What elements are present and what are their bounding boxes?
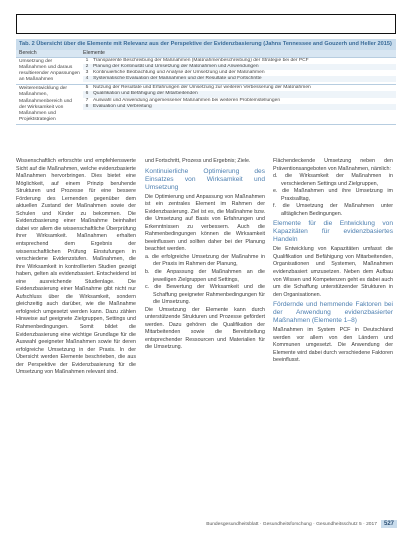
page-footer [185, 520, 397, 528]
list-item: e. die Maßnahmen und ihre Umsetzung im Praxisalltag, [273, 188, 393, 202]
table-row [83, 104, 396, 110]
body-column-right [273, 158, 393, 365]
row-text: Evaluation und Verbreitung [93, 103, 152, 109]
row-number: 4 [85, 76, 89, 82]
header-band [16, 14, 396, 34]
row-text: Transparente Beschreibung der Maßnahmen (Maßnahmenbeschreibung) der Strategie bei der PCF [93, 58, 309, 63]
table-caption: Tab. 2 Übersicht über die Elemente mit Relevanz aus der Perspektive der Evidenzbasierung (Jahns Tennessee and Gouzerh und Heller 2015) [16, 39, 396, 50]
row-text: Nutzung der Resultate und Erfahrungen der Umsetzung zur weiteren Verbesserung der Maßnahmen [93, 85, 311, 91]
table-row [83, 76, 396, 82]
section-heading: Kontinuierliche Optimierung des Einsatzes von Wirksamkeit und Umsetzung [145, 167, 265, 191]
section-heading: Fördernde und hemmende Faktoren bei der Anwendung evidenzbasierter Maßnahmen (Elemente 1–8) [273, 301, 393, 325]
paragraph: und Fortschritt, Prozess und Ergebnis; Ziele. [145, 158, 251, 164]
paragraph: Die Optimierung und Anpassung von Maßnahmen ist ein zentrales Element im Rahmen der Evidenzbasierung. Ziel ist es, die Maßnahme bzw. die Umsetzung auf Basis von Erfahrungen und Erkenntnissen zu verbessern. Auch die Rahmenbedingungen können die Wirksamkeit beeinflussen und sollten daher bei der Planung beachtet werden. [145, 193, 265, 253]
paragraph: Flächendeckende Umsetzung neben den Präventionsangeboten von Maßnahmen, nämlich: [273, 158, 393, 172]
list-item: b. die Anpassung der Maßnahmen an die jeweiligen Zielgruppen und Settings, [145, 269, 265, 283]
paragraph: Die Entwicklung von Kapazitäten umfasst die Qualifikation und Befähigung von Mitarbeitenden, Organisationen und Systemen, Maßnahmen evidenzbasiert umzusetzen. Neben dem Aufbau von Wissen und Kompetenzen geht es dabei auch um die Schaffung unterstützender Strukturen in den Organisationen. [273, 246, 393, 298]
paragraph: Die Umsetzung der Elemente kann durch unterstützende Strukturen und Prozesse gefördert werden. Dazu gehören die Qualifikation der Mitarbeitenden sowie die Bereitstellung entsprechender Ressourcen und Materialien für die Umsetzung. [145, 306, 265, 351]
row-text: Planung der Kontinuität und Umsetzung der Maßnahmen und Anwendungen [93, 64, 259, 70]
row-text: Auswahl und Anwendung angemessener Maßnahmen bei weiteren Problemstellungen [93, 97, 281, 103]
row-text: Systematische Evaluation der Maßnahmen und der Resultate und Fortschritte [93, 76, 262, 82]
paragraph: Wissenschaftlich erforschte und empfehlenswerte Sicht auf die Maßnahmen, welche evidenzbasierte Maßnahmen hervorbringen. Dies bietet eine Möglichkeit, auf einem Prinzip beruhende Strukturen und Prozesse für eine bessere Förderung des Lernenden gegenüber dem aktuellen Zustand der Maßnahmen sowie der Schulen und Kinder zu bekommen. Die Evidenzbasierung einer Maßnahme beinhaltet dabei vor allem die wissenschaftliche Überprüfung ihrer Wirksamkeit. Maßnahmen erhalten entsprechend dem Ergebnis der wissenschaftlichen Prüfung Einstufungen in verschiedene Evidenzstufen. Maßnahmen, die ihre Wirksamkeit in kontrollierten Studien gezeigt haben, gelten als evidenzbasiert. Entscheidend ist eine ausreichende Studienlage. Die Evidenzbasierung einer Maßnahme gibt nicht nur Aufschluss über die Wirksamkeit, sondern gleichzeitig auch darüber, wie die Maßnahme erfolgreich umgesetzt werden kann. Dazu zählen Hinweise auf geeignete Zielgruppen, Settings und Rahmenbedingungen. Somit bildet die Evidenzbasierung eine wichtige Grundlage für die Auswahl geeigneter Maßnahmen sowie für deren erfolgreiche Umsetzung in der Praxis. In der Übersicht werden Elemente beschrieben, die aus der Perspektive der Evidenzbasierung für die Umsetzung von Maßnahmen relevant sind. [16, 158, 136, 376]
list-item: a. die erfolgreiche Umsetzung der Maßnahme in der Praxis im Rahmen der Planung, [145, 253, 265, 268]
row-number: 6 [85, 91, 89, 97]
row-text: Qualifikation und Befähigung der Mitarbeitenden [93, 91, 198, 97]
journal-name: Bundesgesundheitsblatt · Gesundheitsforschung · Gesundheitsschutz 5 · 2017 [206, 521, 377, 527]
table-header [16, 50, 396, 58]
list-item: f. die Umsetzung der Maßnahmen unter alltäglichen Bedingungen. [273, 203, 393, 217]
section-heading: Elemente für die Entwicklung von Kapazitäten für evidenzbasiertes Handeln [273, 220, 393, 244]
row-number: 3 [85, 70, 89, 76]
row-number: 8 [85, 103, 89, 109]
overview-table [16, 39, 396, 125]
list-item: d. die Wirksamkeit der Maßnahmen in verschiedenen Settings und Zielgruppen, [273, 173, 393, 187]
body-column-middle [145, 158, 265, 352]
paragraph: Maßnahmen im System PCF in Deutschland werden vor allem von den Ländern und Kommunen umgesetzt. Die Anwendung der Elemente wird dabei durch verschiedene Faktoren beeinflusst. [273, 327, 393, 364]
body-column-left [16, 158, 136, 377]
list-item: c. die Bewertung der Wirksamkeit und die Schaffung geeigneter Rahmenbedingungen für die Umsetzung. [145, 284, 265, 306]
page-number: 527 [381, 520, 397, 528]
row-text: Kontinuierliche Beobachtung und Analyse der Umsetzung und der Maßnahmen [93, 70, 265, 76]
table-header-area: Bereich [19, 50, 37, 56]
row-number: 1 [85, 58, 89, 63]
table-header-elements: Elemente [83, 50, 105, 56]
table-group-label: Weiterentwicklung der Maßnahmen, Maßnahmenbereich und der Wirksamkeit von Maßnahmen und Projektstrategien [19, 86, 73, 122]
row-number: 5 [85, 85, 89, 91]
table-group [16, 85, 396, 125]
table-group-label: Umsetzung der Maßnahmen und daraus resultierender Anpassungen an Maßnahmen [19, 59, 80, 83]
table-group [16, 58, 396, 85]
row-number: 7 [85, 97, 89, 103]
row-number: 2 [85, 64, 89, 70]
